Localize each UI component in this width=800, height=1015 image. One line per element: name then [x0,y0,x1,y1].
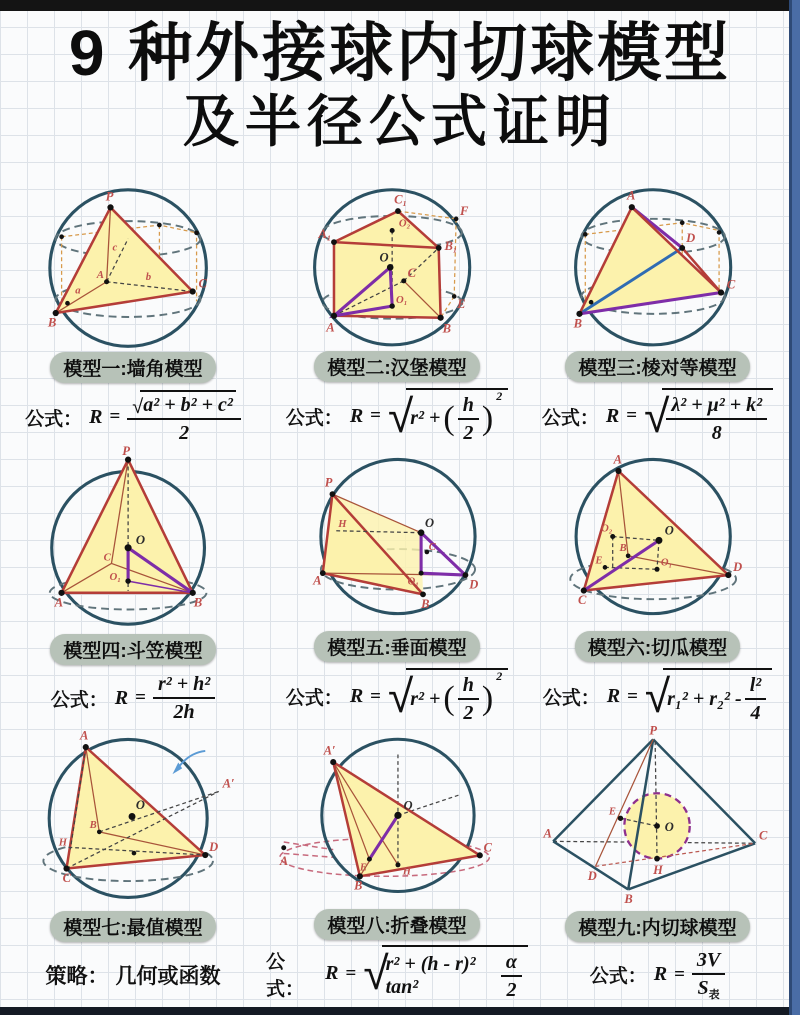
vertex-label: E [594,555,602,567]
strategy-label: 策略： [45,965,109,988]
sqrt-expression: √ r₁² + r₂² - $\frac{\text{l²}}{4}$ [645,668,772,725]
model-7-strategy [46,949,221,1001]
vertex-label: A [279,853,289,868]
vertex-label: O [135,797,145,812]
vertex-label: C [726,277,735,292]
vertex-label: B [47,315,57,330]
model-5-label: 模型五:垂面模型 [314,631,479,662]
vertex-label: A [80,728,89,743]
vertex-label: A₁ [318,227,332,242]
vertex-label: C [62,871,72,886]
sqrt-sign: √ [363,947,389,1000]
vertex-label: O₂ [600,523,612,535]
vertex-label: D [587,868,597,883]
sqrt-expression: √ r² + ( $\frac{h}{2}$ ) 2 [388,388,508,445]
vertex-label: O [135,532,146,547]
model-1-formula: 公式： R = √ a² + b² + c² 2 [25,390,241,444]
vertex-label: O₁ [660,557,672,569]
vertex-label: E [457,297,466,312]
model-8-formula: 公式： R = √ r² + (h - r)² tan² $\frac{\alpha}{2}$ [266,947,528,1001]
page-title [0,0,800,182]
vertex-label: O [379,250,389,265]
vertex-label: C [407,266,417,281]
vertex-label: A [626,188,635,203]
vertex-label: B [193,595,203,610]
fraction: $\frac{3V}{S_表}$ [692,948,725,1002]
sqrt-expression: √ r² + (h - r)² tan² $\frac{\alpha}{2}$ [363,945,528,1002]
vertex-label: A [326,320,335,335]
vertex-label: O [403,798,413,813]
model-4-label: 模型四:斗笠模型 [50,634,215,665]
formula-prefix: 公式： [25,408,83,430]
model-6-panel [528,444,787,724]
sqrt-expression: √ $\frac{\text{λ² + μ² + k²}}{8}$ [644,388,773,445]
vertex-label: D [732,560,742,575]
model-4-diagram [5,444,261,632]
model-7-label: 模型七:最值模型 [50,911,215,942]
vertex-label: C₁ [394,192,407,207]
right-border-strip [789,0,800,1015]
vertex-label: O₁ [407,576,419,588]
model-4-formula: 公式： R = $\frac{\text{r² + h²}}{2h}$ [51,672,215,724]
vertex-label: F [460,203,469,218]
vertex-label: C [483,840,492,855]
vertex-label: P [122,444,131,458]
vertex-label: P [105,189,114,204]
model-2-diagram [269,182,525,349]
strategy-text: 几何或函数 [115,965,221,988]
vertex-label: B [623,891,633,906]
model-9-panel [528,724,787,1001]
model-6-diagram [530,444,786,629]
vertex-label: D [469,577,479,592]
vertex-label: H [58,837,68,849]
vertex-label: P [648,724,657,738]
model-9-label: 模型九:内切球模型 [565,911,749,942]
model-2-panel [266,182,528,444]
vertex-label: C [198,276,208,291]
vertex-label: A [613,452,622,467]
title-line-1: 9 种外接球内切球模型 [68,17,732,89]
model-3-label: 模型三:棱对等模型 [565,351,749,382]
vertex-label: B [618,542,627,554]
vertex-label: D [209,840,219,855]
vertex-label: O₁ [109,571,122,584]
vertex-label: O₂ [398,218,411,230]
vertex-label: E [359,862,367,874]
model-7-panel [0,724,266,1001]
model-3-diagram [530,182,786,349]
vertex-label: B [89,820,97,832]
model-2-formula: 公式： R = √ r² + ( $\frac{h}{2}$ ) 2 [286,389,508,444]
model-6-label: 模型六:切瓜模型 [575,631,740,662]
fraction: √ a² + b² + c² 2 [127,390,241,445]
model-1-diagram [5,182,261,350]
vertex-label: A [96,268,104,281]
vertex-label: B [573,316,582,331]
vertex-label: H [338,518,347,530]
model-9-diagram [530,724,786,909]
vertex-label: A [313,573,322,588]
edge-label: c [112,241,118,254]
bottom-border-strip [0,1007,800,1015]
vertex-label: C [428,542,436,554]
vertex-label: D [685,231,695,246]
model-5-formula: 公式： R = √ r² + ( $\frac{h}{2}$ ) 2 [286,669,508,724]
formula-lhs: R [89,405,103,428]
vertex-label: B [442,321,451,336]
edge-label: a [75,284,81,297]
title-line-2: 及半径公式证明 [183,90,617,154]
vertex-label: A′ [222,776,235,791]
model-6-formula: 公式： R = √ r₁² + r₂² - $\frac{\text{l²}}{4}$ [543,669,773,724]
vertex-label: O [424,515,434,530]
edge-label: b [145,270,152,283]
model-5-panel [266,444,528,724]
vertex-label: B [421,596,430,611]
vertex-label: P [324,475,333,490]
vertex-label: H [402,866,411,878]
vertex-label: A [54,595,64,610]
vertex-label: O [664,523,674,538]
model-8-diagram [269,724,525,907]
sqrt-expression: √ r² + ( $\frac{h}{2}$ ) 2 [388,668,508,725]
vertex-label: C [577,593,586,608]
vertex-label: E [608,806,616,818]
model-8-panel [266,724,528,1001]
sqrt-sign: √ [644,669,671,722]
model-7-diagram [5,724,261,909]
model-3-panel [528,182,787,444]
model-8-label: 模型八:折叠模型 [314,909,479,940]
vertex-label: B [354,878,363,893]
vertex-label: C [103,551,111,564]
sqrt-sign: √ [132,395,144,418]
model-1-panel [0,182,266,444]
vertex-label: O₁ [396,295,408,307]
model-3-formula: 公式： R = √ $\frac{\text{λ² + μ² + k²}}{8}$ [542,389,773,444]
vertex-label: A′ [323,743,336,758]
vertex-label: H [652,863,663,878]
model-4-panel [0,444,266,724]
top-border-strip [0,0,800,11]
model-9-formula: 公式： R = $\frac{3V}{S_表}$ [590,949,726,1001]
sqrt-sign: √ [387,669,414,722]
vertex-label: A [543,826,552,841]
vertex-label: C [758,828,767,843]
sqrt-sign: √ [387,389,414,442]
model-2-label: 模型二:汉堡模型 [314,351,479,382]
vertex-label: B₁ [444,238,458,253]
vertex-label: O [664,819,674,834]
model-5-diagram [269,444,525,629]
model-1-label: 模型一:墙角模型 [50,352,215,383]
sqrt-sign: √ [644,389,670,442]
fraction: $\frac{\text{r² + h²}}{2h}$ [153,672,215,724]
